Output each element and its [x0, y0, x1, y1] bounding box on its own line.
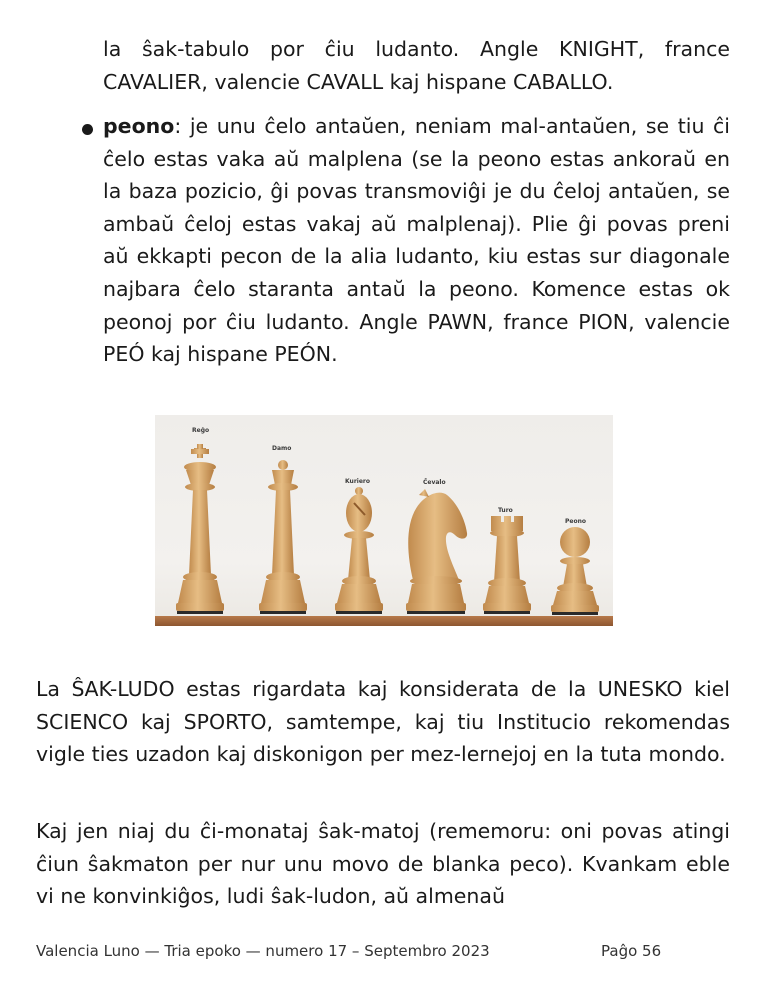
peono-text: : je unu ĉelo antaŭen, neniam mal-antaŭen, se tiu ĉi ĉelo estas vaka aŭ malplena (se la peono estas ankoraŭ en la baza pozicio, ĝi povas transmoviĝi je du ĉeloj antaŭen, se ambaŭ ĉeloj estas vakaj aŭ malplenaj). Plie ĝi povas preni aŭ ekkapti pecon de la alia ludanto, kiu estas sur diagonale najbara ĉelo staranta antaŭ la peono. Komence estas ok peonoj por ĉiu ludanto. Angle PAWN, france PION, valencie PEÓ kaj hispane PEÓN.: [103, 114, 730, 367]
king-piece: [176, 444, 224, 614]
label-queen: Damo: [272, 445, 292, 452]
pawn-piece: [551, 527, 599, 615]
bullet-icon: [82, 124, 93, 135]
queen-piece: [259, 460, 307, 614]
label-king: Reĝo: [192, 427, 210, 434]
label-knight: Ĉevalo: [423, 479, 446, 486]
paragraph-chess-mates: Kaj jen niaj du ĉi-monataj ŝak-matoj (rememoru: oni povas atingi ĉiun ŝakmaton per nur unu movo de blanka peco). Kvankam eble vi ne konvinkiĝos, ludi ŝak-ludon, aŭ almenaŭ: [36, 819, 730, 909]
bishop-piece: [335, 487, 383, 614]
paragraph-knight-continuation: la ŝak-tabulo por ĉiu ludanto. Angle KNIGHT, france CAVALIER, valencie CAVALL kaj hispane CABALLO.: [103, 37, 730, 94]
footer-page-number: Paĝo 56: [601, 942, 662, 960]
peono-description: [103, 110, 730, 371]
label-bishop: Kuriero: [345, 478, 370, 485]
knight-piece: [406, 489, 467, 614]
table-surface: [155, 616, 613, 626]
rook-piece: [483, 516, 531, 614]
term-peono: peono: [103, 114, 175, 138]
chess-pieces-image: [155, 415, 613, 626]
paragraph-unesko: La ŜAK-LUDO estas rigardata kaj konsiderata de la UNESKO kiel SCIENCO kaj SPORTO, samtempe, kaj tiu Institucio rekomendas vigle ties uzadon kaj diskonigon per mez-lernejoj en la tuta mondo.: [36, 677, 730, 767]
footer-publication: Valencia Luno — Tria epoko — numero 17 – Septembro 2023: [36, 942, 490, 960]
label-pawn: Peono: [565, 518, 586, 525]
label-rook: Turo: [498, 507, 513, 514]
chess-pieces-illustration: [155, 415, 613, 626]
